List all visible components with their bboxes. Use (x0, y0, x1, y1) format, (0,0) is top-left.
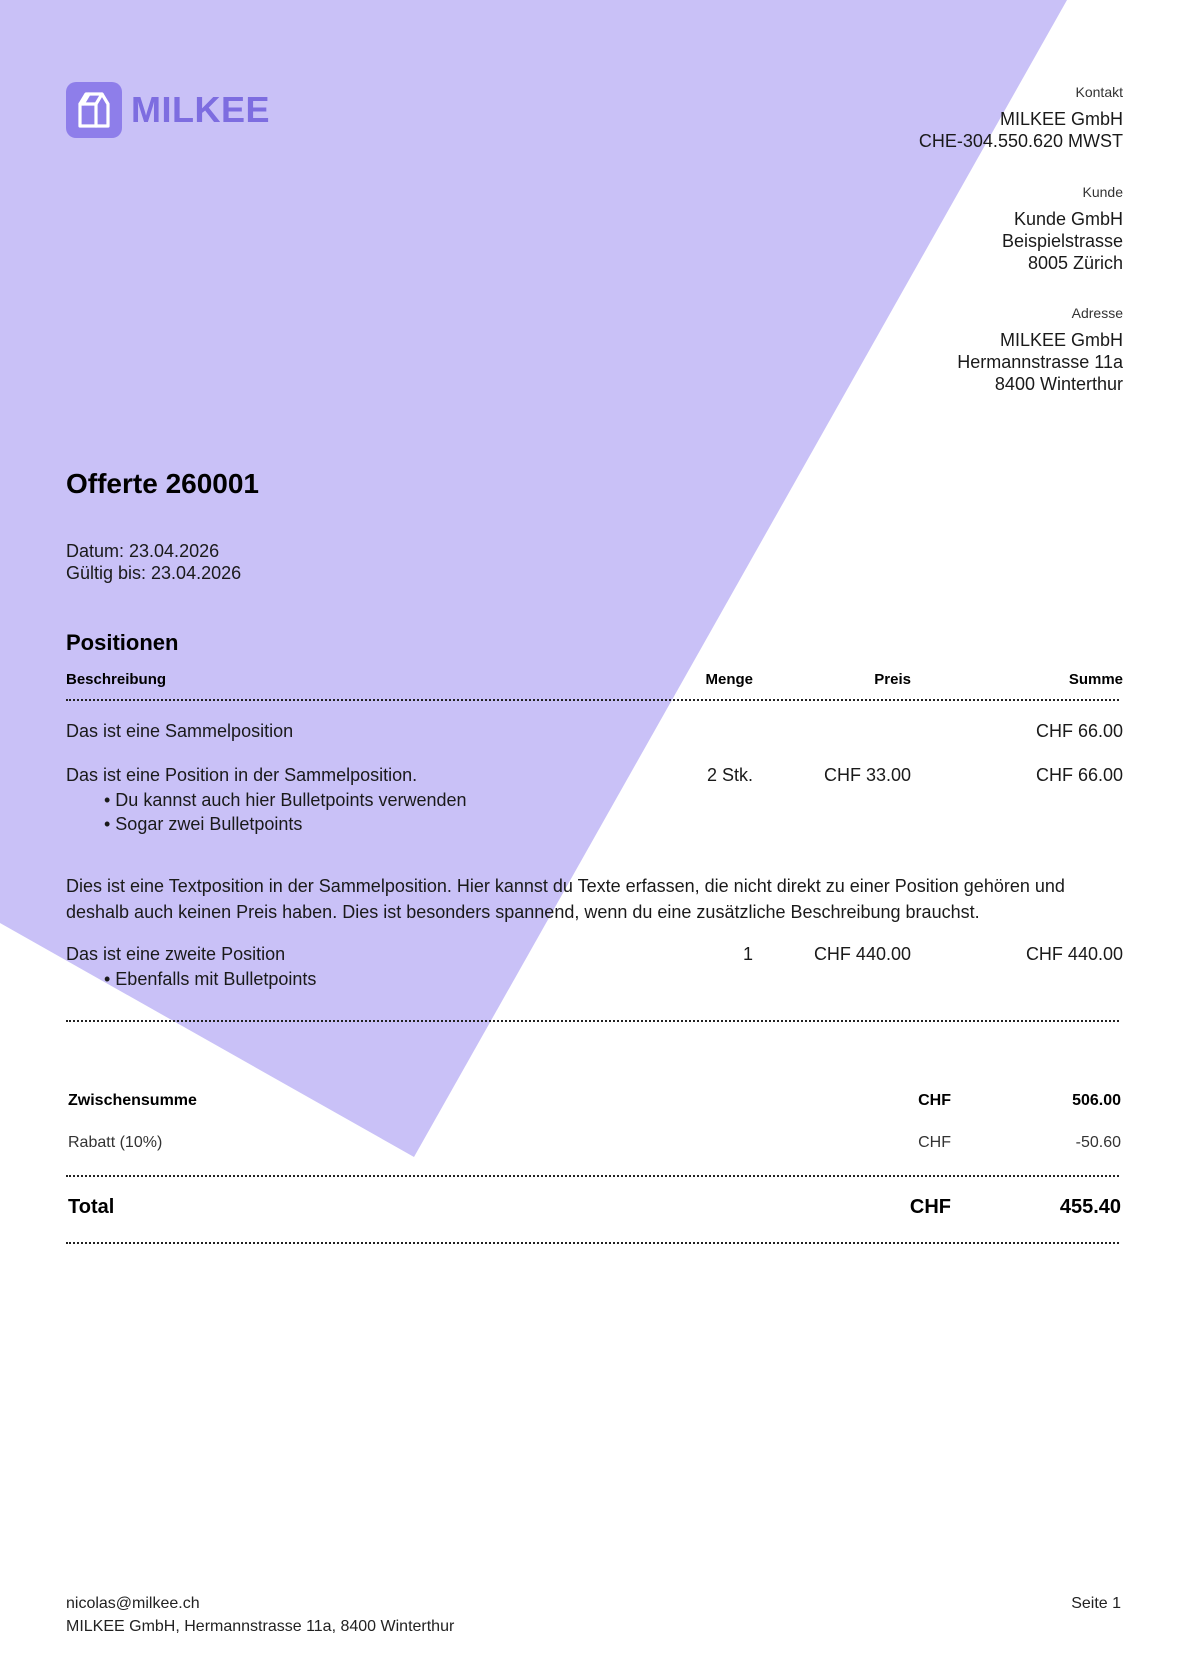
footer-page-number: Seite 1 (1071, 1595, 1121, 1612)
customer-line: Beispielstrasse (1001, 231, 1123, 251)
discount-value: -50.60 (1075, 1134, 1121, 1151)
header-description: Beschreibung (66, 671, 167, 688)
address-block (957, 305, 1123, 395)
row-sum: CHF 440.00 (1025, 944, 1123, 964)
total-top-divider (66, 1175, 1119, 1177)
document-date: Datum: 23.04.2026 (66, 541, 220, 561)
row-bullet: • Ebenfalls mit Bulletpoints (104, 969, 317, 989)
document-valid-until: Gültig bis: 23.04.2026 (66, 563, 242, 583)
text-position: Dies ist eine Textposition in der Sammelposition. Hier kannst du Texte erfassen, die nicht direkt zu einer Position gehören und deshalb auch keinen Preis haben. Dies ist besonders spannend, wenn du eine zusätzliche Beschreibung brauchst. (66, 876, 1065, 922)
row-quantity: 2 Stk. (706, 765, 753, 785)
row-bullet: • Sogar zwei Bulletpoints (104, 814, 303, 834)
row-sum: CHF 66.00 (1035, 765, 1123, 785)
total-currency: CHF (909, 1196, 951, 1218)
address-line: 8400 Winterthur (994, 374, 1123, 394)
footer-address: MILKEE GmbH, Hermannstrasse 11a, 8400 Winterthur (66, 1618, 455, 1635)
contact-block (919, 84, 1123, 152)
total-label: Total (68, 1196, 115, 1218)
customer-label: Kunde (1082, 184, 1123, 200)
address-label: Adresse (1071, 305, 1123, 321)
contact-line: MILKEE GmbH (999, 109, 1123, 129)
customer-block (1002, 184, 1123, 274)
header-sum: Summe (1068, 671, 1123, 688)
contact-label: Kontakt (1075, 84, 1123, 100)
row-sum: CHF 66.00 (1035, 721, 1123, 741)
total-bottom-divider (66, 1242, 1119, 1244)
brand-logo (66, 82, 270, 138)
discount-currency: CHF (918, 1134, 951, 1151)
milk-carton-icon (66, 82, 122, 138)
document-meta (66, 540, 241, 584)
footer-email: nicolas@milkee.ch (66, 1595, 200, 1612)
address-line: MILKEE GmbH (999, 330, 1123, 350)
subtotal-value: 506.00 (1072, 1092, 1121, 1109)
brand-name: MILKEE (131, 89, 271, 130)
total-value: 455.40 (1059, 1196, 1121, 1218)
row-description: Das ist eine zweite Position (66, 944, 286, 964)
milk-carton-glyph (75, 90, 113, 130)
header-quantity: Menge (705, 671, 753, 688)
contact-line: CHE-304.550.620 MWST (918, 131, 1123, 151)
row-quantity: 1 (742, 944, 753, 964)
header-price: Preis (874, 671, 911, 688)
document-title: Offerte 260001 (66, 468, 260, 499)
row-bullet: • Du kannst auch hier Bulletpoints verwenden (104, 790, 467, 810)
row-description: Das ist eine Sammelposition (66, 721, 294, 741)
header-divider (66, 699, 1119, 701)
address-line: Hermannstrasse 11a (957, 352, 1123, 372)
subtotal-label: Zwischensumme (68, 1092, 197, 1109)
positions-title: Positionen (66, 630, 179, 655)
customer-line: 8005 Zürich (1027, 253, 1123, 273)
discount-label: Rabatt (10%) (68, 1134, 163, 1151)
row-price: CHF 33.00 (823, 765, 911, 785)
row-description: Das ist eine Position in der Sammelposition. (66, 765, 418, 785)
row-price: CHF 440.00 (813, 944, 911, 964)
footer-left (66, 1592, 454, 1638)
subtotal-currency: CHF (918, 1092, 951, 1109)
customer-line: Kunde GmbH (1013, 209, 1123, 229)
table-end-divider (66, 1020, 1119, 1022)
